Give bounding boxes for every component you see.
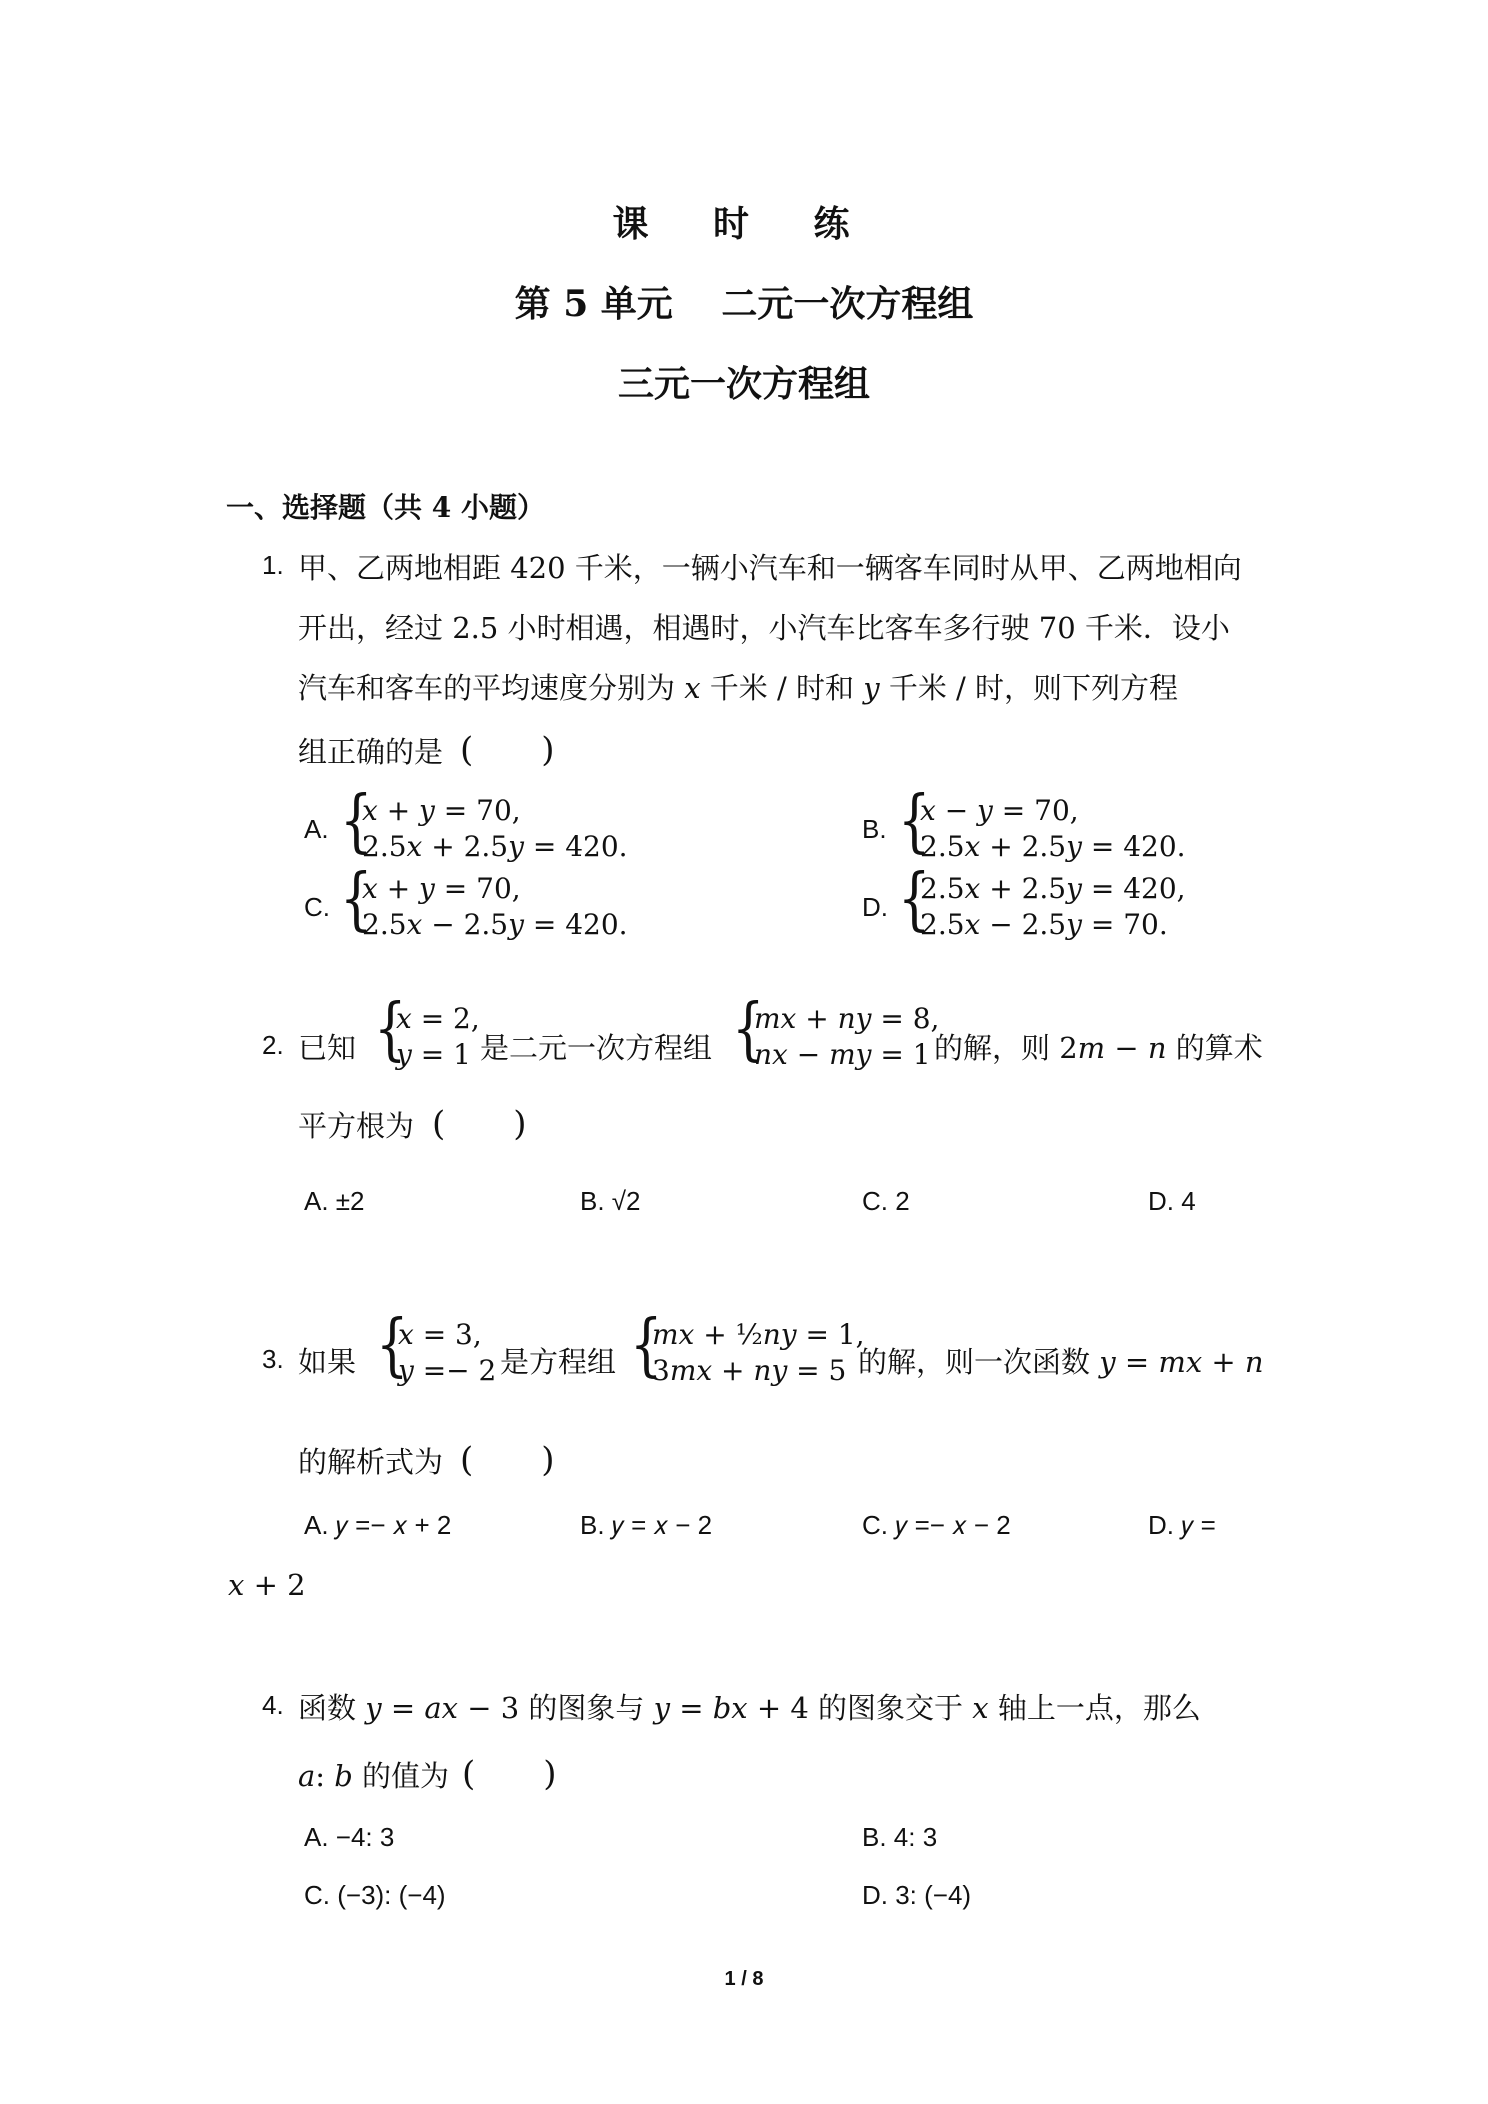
left-brace-icon: { (898, 782, 931, 861)
option-a: A. −4: 3 (304, 1822, 395, 1852)
option-a: A. 𝑦 =− 𝑥 + 2 (304, 1510, 452, 1540)
option-b: B. √2 (580, 1186, 641, 1216)
answer-blank: ( ) (462, 1754, 557, 1794)
option-d: D. 3: (−4) (862, 1880, 972, 1910)
left-brace-icon: { (340, 782, 373, 861)
question-number: 1. (262, 550, 284, 580)
left-brace-icon: { (340, 860, 373, 939)
option-c: C. (−3): (−4) (304, 1880, 446, 1910)
option-b: B. 𝑦 = 𝑥 − 2 (580, 1510, 713, 1540)
option-b: B. 4: 3 (862, 1822, 938, 1852)
option-d: D. 4 (1148, 1186, 1196, 1216)
section-heading: 一、选择题（共 4 小题） (226, 491, 545, 524)
document-page: 课 时 练 第 5 单元 二元一次方程组 三元一次方程组 一、选择题（共 4 小题） 1. 甲、乙两地相距 420 千米，一辆小汽车和一辆客车同时从甲、乙两地相向 开出，经过 2.5 小时相遇，相遇时，小汽车比客车多行驶 70 千米．设小 汽车和客车的平均速度分别为 𝑥 千米 / 时和 𝑦 千米 / 时，则下列方程 组正确的是 ( ) A. { 𝑥 + 𝑦 = 70, 2.5𝑥 + 2.5𝑦 = 420. B. { 𝑥 − 𝑦 = 70, 2.5𝑥 + 2.5𝑦 = 420. C. { 𝑥 + 𝑦 = 70, 2.5𝑥 − 2.5𝑦 = 420. D. { 2.5𝑥 + 2.5𝑦 = 420, 2.5𝑥 − 2.5𝑦 = 70. 2. 已知 { 𝑥 = 2, 𝑦 = 1 是二元一次方程组 { 𝑚𝑥 + 𝑛𝑦 = 8, 𝑛𝑥 − 𝑚𝑦 = 1 的解，则 2𝑚 − 𝑛 的算术 平方根为 ( ) A. ±2 B. √2 C. 2 D. 4 3. 如果 { 𝑥 = 3, 𝑦 =− 2 是方程组 { 𝑚𝑥 + ½𝑛𝑦 = 1, 3𝑚𝑥 + 𝑛𝑦 = 5 的解，则一次函数 𝑦 = 𝑚𝑥 + 𝑛 的解析式为 ( ) A. 𝑦 =− 𝑥 + 2 B. 𝑦 = 𝑥 − 2 C. 𝑦 =− 𝑥 − 2 D. 𝑦 = 𝑥 + 2 4. 函数 𝑦 = 𝑎𝑥 − 3 的图象与 𝑦 = 𝑏𝑥 + 4 的图象交于 𝑥 轴上一点，那么 𝑎: 𝑏 的值为 ( ) A. −4: 3 B. 4: 3 C. (−3): (−4) D. 3: (−4) 1 / 8 (0, 0, 1488, 2104)
page-title: 课 时 练 (612, 203, 876, 245)
left-brace-icon: { (630, 1306, 663, 1385)
answer-blank: ( ) (460, 1440, 555, 1480)
unit-title: 第 5 单元 二元一次方程组 (514, 283, 974, 325)
lesson-subtitle: 三元一次方程组 (617, 363, 870, 405)
question-number: 3. (262, 1344, 284, 1374)
question-number: 2. (262, 1030, 284, 1060)
answer-blank: ( ) (460, 730, 555, 770)
question-text-line: 甲、乙两地相距 420 千米，一辆小汽车和一辆客车同时从甲、乙两地相向 (298, 551, 1242, 585)
left-brace-icon: { (898, 860, 931, 939)
option-d-continued: 𝑥 + 2 (228, 1568, 306, 1602)
question-text-line: 组正确的是 (298, 735, 444, 769)
question-text-line: 汽车和客车的平均速度分别为 𝑥 千米 / 时和 𝑦 千米 / 时，则下列方程 (298, 671, 1179, 705)
option-c: C. 𝑦 =− 𝑥 − 2 (862, 1510, 1011, 1540)
option-d: D. 𝑦 = (1148, 1510, 1216, 1540)
left-brace-icon: { (732, 990, 765, 1069)
left-brace-icon: { (376, 1306, 409, 1385)
question-text-line: 开出，经过 2.5 小时相遇，相遇时，小汽车比客车多行驶 70 千米．设小 (298, 611, 1230, 645)
page-number: 1 / 8 (724, 1968, 764, 1990)
option-c: C. 2 (862, 1186, 910, 1216)
left-brace-icon: { (374, 990, 407, 1069)
option-a: A. ±2 (304, 1186, 365, 1216)
question-number: 4. (262, 1690, 284, 1720)
answer-blank: ( ) (432, 1104, 527, 1144)
